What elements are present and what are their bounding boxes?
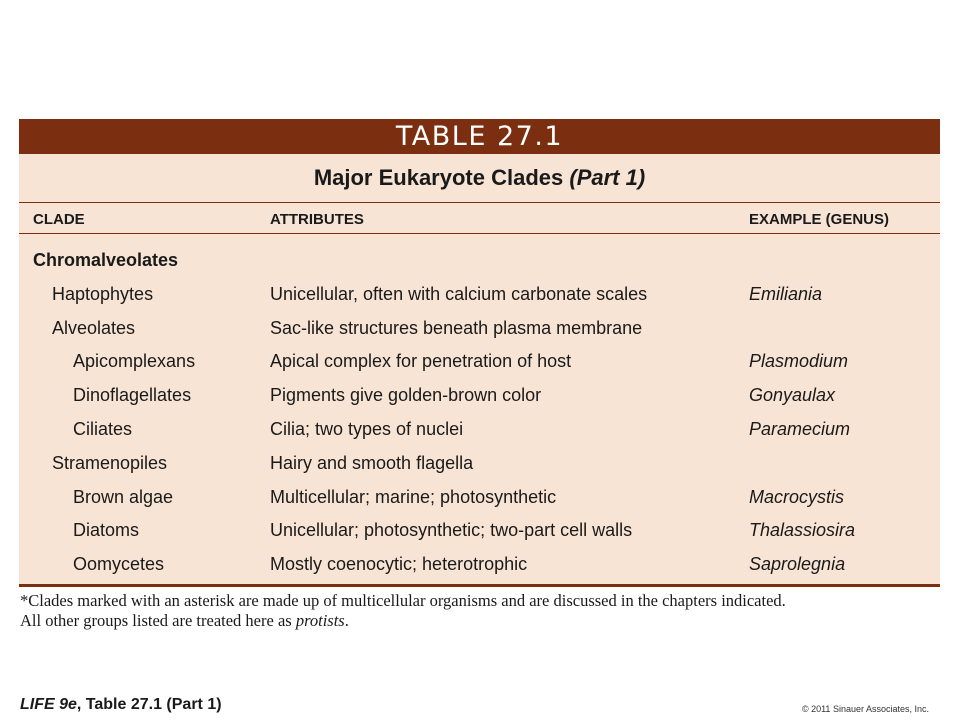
clade-example: Emiliania xyxy=(749,283,823,304)
caption-rest: , Table 27.1 (Part 1) xyxy=(76,696,222,713)
clade-attributes: Unicellular, often with calcium carbonate scales xyxy=(270,283,648,304)
copyright-notice: © 2011 Sinauer Associates, Inc. xyxy=(801,704,929,714)
table-title xyxy=(19,154,940,203)
table-row xyxy=(19,244,940,278)
table-row xyxy=(19,481,940,515)
table-row xyxy=(19,548,940,582)
table-footnote xyxy=(20,591,940,631)
clade-example: Plasmodium xyxy=(749,351,849,372)
clade-example: Paramecium xyxy=(749,418,851,439)
caption-book: LIFE 9e xyxy=(20,696,77,713)
clade-attributes: Unicellular; photosynthetic; two-part cell walls xyxy=(270,520,633,541)
clade-name: Brown algae xyxy=(73,486,174,507)
table-header-row xyxy=(19,203,940,234)
clade-name: Haptophytes xyxy=(52,283,154,304)
clade-table xyxy=(19,119,940,587)
clade-attributes: Mostly coenocytic; heterotrophic xyxy=(270,554,528,575)
clade-name: Chromalveolates xyxy=(33,250,179,270)
table-row xyxy=(19,312,940,346)
clade-attributes: Multicellular; marine; photosynthetic xyxy=(270,486,557,507)
table-row xyxy=(19,413,940,447)
clade-attributes: Sac-like structures beneath plasma membrane xyxy=(270,317,643,338)
table-body xyxy=(19,234,940,582)
footnote-protists: protists xyxy=(295,611,345,630)
clade-attributes: Cilia; two types of nuclei xyxy=(270,418,464,439)
table-banner: TABLE 27.1 xyxy=(19,119,940,154)
table-row xyxy=(19,447,940,481)
footnote-line-2-prefix: All other groups listed are treated here as xyxy=(20,611,296,630)
footnote-line-1: *Clades marked with an asterisk are made up of multicellular organisms and are discussed in the chapters indicated. xyxy=(20,591,786,610)
clade-name: Alveolates xyxy=(52,317,136,338)
clade-name: Diatoms xyxy=(73,520,140,541)
clade-name: Ciliates xyxy=(73,418,133,439)
clade-example: Macrocystis xyxy=(749,486,845,507)
clade-attributes: Pigments give golden-brown color xyxy=(270,385,542,406)
table-row xyxy=(19,514,940,548)
clade-example: Gonyaulax xyxy=(749,385,836,406)
header-attributes: ATTRIBUTES xyxy=(270,211,364,228)
table-title-text: Major Eukaryote Clades xyxy=(313,165,564,190)
clade-name: Apicomplexans xyxy=(73,351,196,372)
footnote-line-2-suffix: . xyxy=(344,611,349,630)
table-title-part: (Part 1) xyxy=(569,165,646,190)
clade-example: Thalassiosira xyxy=(749,520,856,541)
clade-attributes: Apical complex for penetration of host xyxy=(270,351,572,372)
footnote-line-2 xyxy=(20,611,940,631)
clade-name: Oomycetes xyxy=(73,554,165,575)
table-row xyxy=(19,345,940,379)
table-row xyxy=(19,379,940,413)
figure-caption xyxy=(20,696,222,714)
table-row xyxy=(19,278,940,312)
header-example: EXAMPLE (GENUS) xyxy=(749,211,890,228)
clade-example: Saprolegnia xyxy=(749,554,846,575)
clade-name: Dinoflagellates xyxy=(73,385,192,406)
header-clade: CLADE xyxy=(33,211,85,228)
clade-attributes: Hairy and smooth flagella xyxy=(270,452,474,473)
clade-name: Stramenopiles xyxy=(52,452,168,473)
